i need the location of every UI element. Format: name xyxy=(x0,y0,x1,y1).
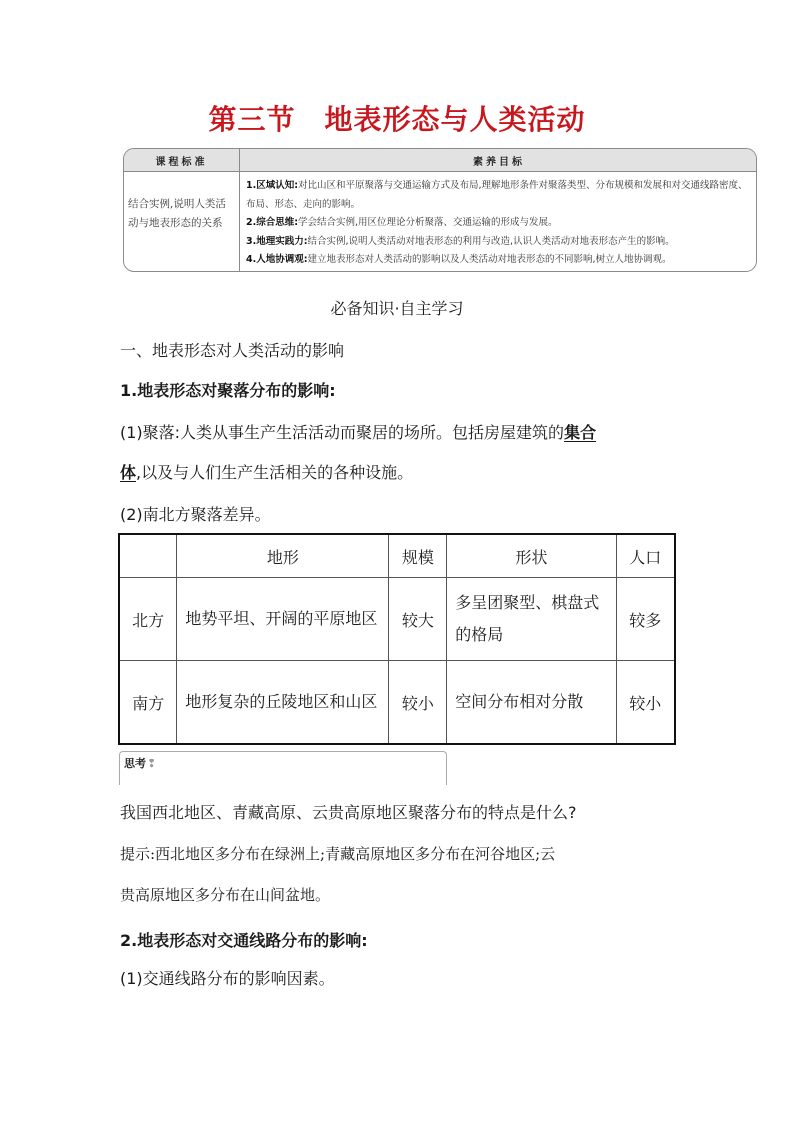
goal-text: 学会结合实例,用区位理论分析聚落、交通运输的形成与发展。 xyxy=(298,217,558,229)
goal-text: 建立地表形态对人类活动的影响以及人类活动对地表形态的不同影响,树立人地协调观。 xyxy=(307,254,672,266)
table-cell: 多呈团聚型、棋盘式的格局 xyxy=(447,578,616,661)
paragraph-settlement-line2 xyxy=(120,460,413,483)
goal-label: 3.地理实践力: xyxy=(246,235,308,247)
table-header-cell: 形状 xyxy=(447,534,616,578)
course-standard-text: 结合实例,说明人类活动与地表形态的关系 xyxy=(128,198,226,229)
paragraph-text: (1)聚落:人类从事生产生活活动而聚居的场所。包括房屋建筑的 xyxy=(120,423,565,442)
goal-label: 2.综合思维: xyxy=(246,217,299,229)
goal-label: 1.区域认知: xyxy=(246,180,299,191)
table-cell: 地形复杂的丘陵地区和山区 xyxy=(177,661,389,745)
table-header-cell: 地形 xyxy=(177,534,389,578)
table-cell: 较多 xyxy=(616,578,675,661)
literacy-goal-header: 素养目标 xyxy=(473,157,525,168)
think-box xyxy=(119,751,447,785)
subheading-transport: 2.地表形态对交通线路分布的影响: xyxy=(120,931,368,950)
paragraph-north-south: (2)南北方聚落差异。 xyxy=(120,505,271,524)
paragraph-text: ,以及与人们生产生活相关的各种设施。 xyxy=(136,463,414,482)
underlined-term: 体 xyxy=(120,463,137,482)
page-title: 第三节 地表形态与人类活动 xyxy=(208,103,586,136)
table-row xyxy=(119,661,675,745)
goal-text: 结合实例,说明人类活动对地表形态的利用与改造,认识人类活动对地表形态产生的影响。 xyxy=(307,235,675,247)
hint-line: 贵高原地区多分布在山间盆地。 xyxy=(120,886,331,904)
table-header-cell xyxy=(119,534,177,578)
goal-item xyxy=(246,233,754,252)
table-header-cell: 人口 xyxy=(616,534,675,578)
hint-line: 提示:西北地区多分布在绿洲上;青藏高原地区多分布在河谷地区;云 xyxy=(120,845,556,863)
table-row xyxy=(119,578,675,661)
goal-text: 对比山区和平原聚落与交通运输方式及布局,理解地形条件对聚落类型、分布规模和发展和对交通线路密度、布局、形态、走向的影响。 xyxy=(246,180,748,210)
underlined-term: 集合 xyxy=(564,423,597,442)
table-cell: 空间分布相对分散 xyxy=(447,661,616,745)
paragraph-transport: (1)交通线路分布的影响因素。 xyxy=(120,969,335,988)
goal-item xyxy=(246,214,754,233)
standards-box xyxy=(123,148,757,272)
goal-item xyxy=(246,251,754,270)
subheading-settlement: 1.地表形态对聚落分布的影响: xyxy=(120,381,336,400)
think-label-text: 思考 xyxy=(124,757,146,770)
section-title: 必备知识·自主学习 xyxy=(330,299,464,318)
think-label xyxy=(124,755,156,771)
goal-label: 4.人地协调观: xyxy=(246,254,308,266)
goal-item xyxy=(246,177,754,214)
lightbulb-icon: ❢ xyxy=(147,757,157,770)
settlement-comparison-table xyxy=(118,533,676,745)
part-heading: 一、地表形态对人类活动的影响 xyxy=(120,341,345,360)
table-cell: 较大 xyxy=(389,578,447,661)
literacy-goals xyxy=(246,177,754,270)
table-header-cell: 规模 xyxy=(389,534,447,578)
table-cell: 南方 xyxy=(119,661,177,745)
think-question: 我国西北地区、青藏高原、云贵高原地区聚落分布的特点是什么? xyxy=(120,803,577,822)
table-header-row xyxy=(119,534,675,578)
course-standard-header: 课程标准 xyxy=(155,157,208,168)
table-cell: 北方 xyxy=(119,578,177,661)
table-cell: 较小 xyxy=(389,661,447,745)
table-cell: 较小 xyxy=(616,661,675,745)
paragraph-settlement-line1 xyxy=(120,420,596,443)
table-cell: 地势平坦、开阔的平原地区 xyxy=(177,578,389,661)
